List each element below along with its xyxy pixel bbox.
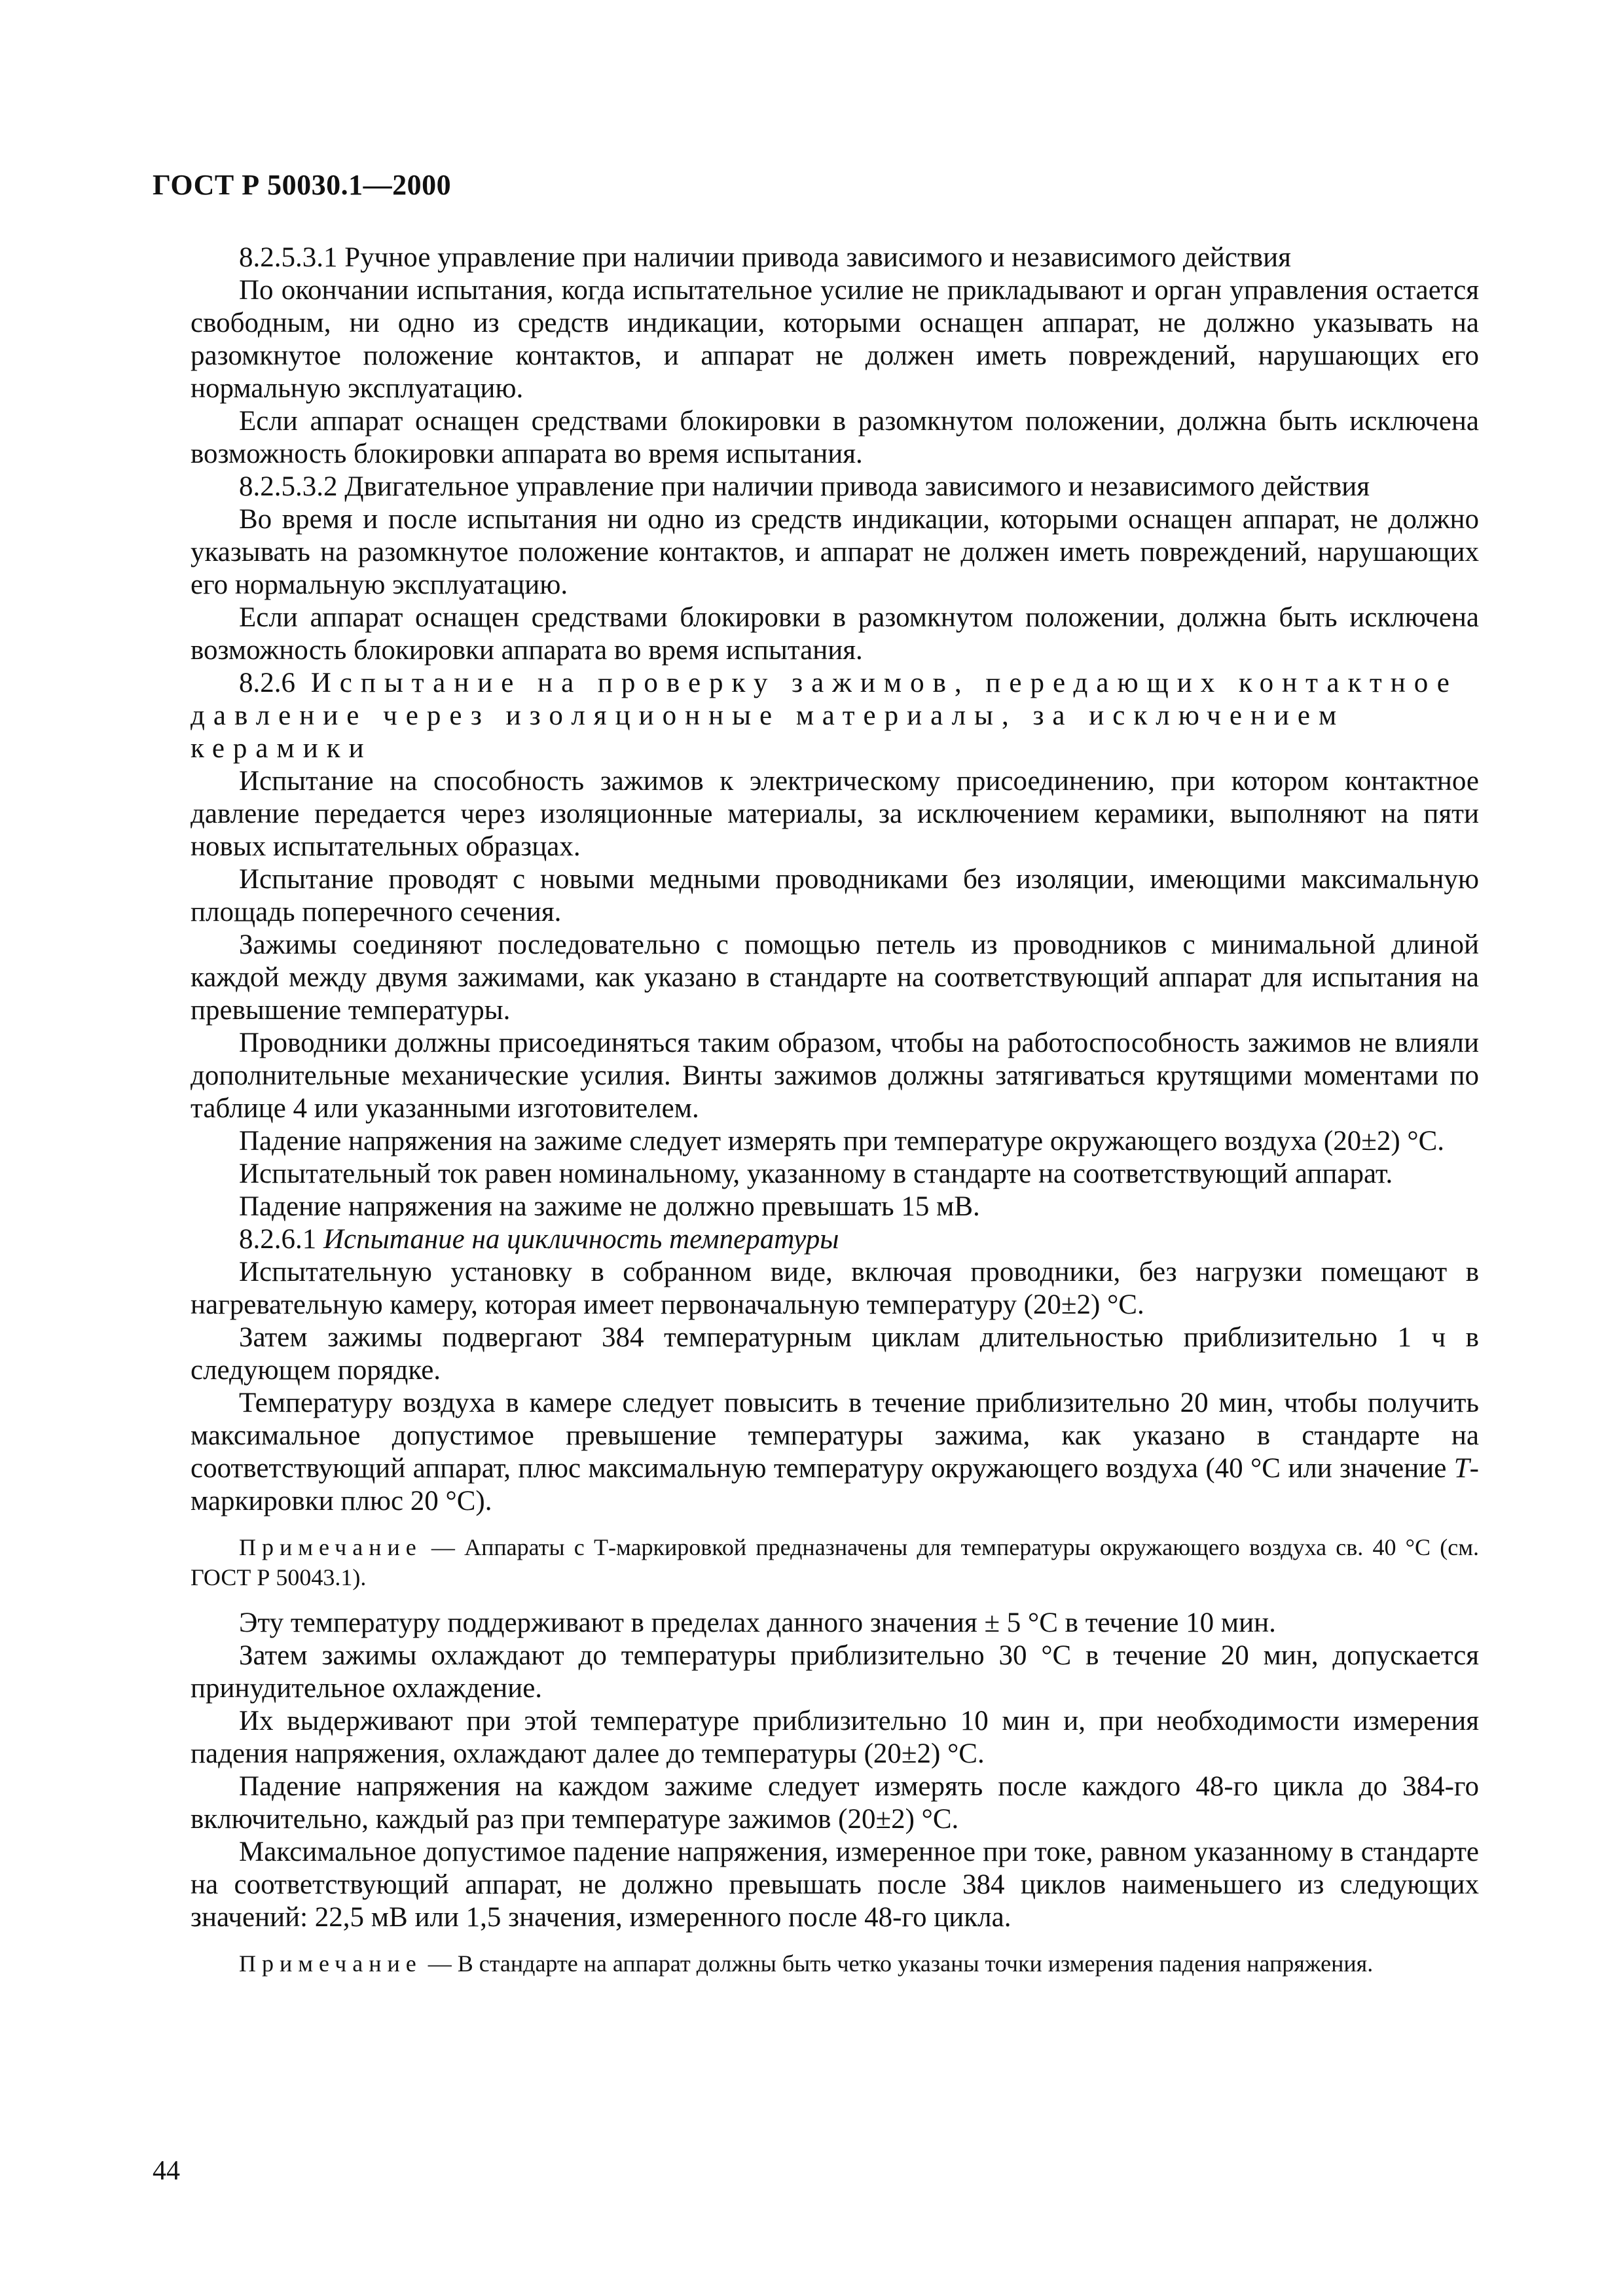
paragraph: Если аппарат оснащен средствами блокировки в разомкнутом положении, должна быть исключена возможность блокировки аппарата во время испытания. — [191, 602, 1479, 666]
document-body — [191, 242, 1479, 1993]
paragraph-8-2-5-3-1-heading: 8.2.5.3.1 Ручное управление при наличии привода зависимого и независимого действия — [239, 242, 1291, 273]
paragraph: Эту температуру поддерживают в пределах данного значения ± 5 °С в течение 10 мин. — [239, 1607, 1276, 1638]
note-label: Примечание — [239, 1950, 422, 1977]
paragraph: Испытание на способность зажимов к электрическому присоединению, при котором контактное давление передается через изоляционные материалы, за исключением керамики, выполняют на пяти новых испытательных образцах. — [191, 766, 1479, 862]
paragraph — [191, 1387, 1479, 1518]
text-run: Температуру воздуха в камере следует повысить в течение приблизительно 20 мин, чтобы получить максимальное допустимое превышение температуры зажима, как указано в стандарте на соответствующий аппарат, плюс максимальную температуру окружающего воздуха (40 °С или значение — [191, 1388, 1479, 1484]
section-8-2-6-heading — [191, 667, 1479, 765]
text-run: -маркировки плюс 20 °С). — [191, 1453, 1479, 1516]
paragraph: Испытание проводят с новыми медными проводниками без изоляции, имеющими максимальную площадь поперечного сечения. — [191, 864, 1479, 927]
italic-symbol: Т — [1453, 1453, 1470, 1484]
paragraph: Если аппарат оснащен средствами блокировки в разомкнутом положении, должна быть исключена возможность блокировки аппарата во время испытания. — [191, 406, 1479, 469]
paragraph: Их выдерживают при этой температуре приблизительно 10 мин и, при необходимости измерения падения напряжения, охлаждают далее до температуры (20±2) °С. — [191, 1706, 1479, 1769]
paragraph: Затем зажимы подвергают 384 температурным циклам длительностью приблизительно 1 ч в следующем порядке. — [191, 1322, 1479, 1386]
paragraph: Падение напряжения на зажиме не должно превышать 15 мВ. — [239, 1191, 980, 1222]
paragraph: Проводники должны присоединяться таким образом, чтобы на работоспособность зажимов не влияли дополнительные механические усилия. Винты зажимов должны затягиваться крутящими моментами по таблице 4 или указанными изготовителем. — [191, 1028, 1479, 1124]
paragraph-8-2-5-3-2-heading: 8.2.5.3.2 Двигательное управление при наличии привода зависимого и независимого действия — [239, 471, 1370, 502]
paragraph: Затем зажимы охлаждают до температуры приблизительно 30 °С в течение 20 мин, допускается принудительное охлаждение. — [191, 1640, 1479, 1704]
note-paragraph — [191, 1532, 1479, 1592]
paragraph: Максимальное допустимое падение напряжения, измеренное при токе, равном указанному в стандарте на соответствующий аппарат, не должно превышать после 384 циклов наименьшего из следующих значений: 22,5 мВ или 1,5 значения, измеренного после 48-го цикла. — [191, 1837, 1479, 1933]
document-header-code: ГОСТ Р 50030.1—2000 — [153, 169, 452, 201]
paragraph: Падение напряжения на зажиме следует измерять при температуре окружающего воздуха (20±2) °С. — [239, 1126, 1445, 1157]
section-number: 8.2.6.1 — [239, 1224, 317, 1255]
paragraph: По окончании испытания, когда испытательное усилие не прикладывают и орган управления остается свободным, ни одно из средств индикации, которыми оснащен аппарат, не должно указывать на разомкнутое положение контактов, и аппарат не должен иметь повреждений, нарушающих его нормальную эксплуатацию. — [191, 275, 1479, 404]
note-text: — В стандарте на аппарат должны быть четко указаны точки измерения падения напряжения. — [422, 1950, 1374, 1977]
paragraph: Падение напряжения на каждом зажиме следует измерять после каждого 48-го цикла до 384-го включительно, каждый раз при температуре зажимов (20±2) °С. — [191, 1771, 1479, 1835]
paragraph: Зажимы соединяют последовательно с помощью петель из проводников с минимальной длиной каждой между двумя зажимами, как указано в стандарте на соответствующий аппарат для испытания на превышение температуры. — [191, 929, 1479, 1026]
note-paragraph — [191, 1948, 1479, 1979]
paragraph: Испытательную установку в собранном виде, включая проводники, без нагрузки помещают в нагревательную камеру, которая имеет первоначальную температуру (20±2) °С. — [191, 1257, 1479, 1320]
page-number: 44 — [153, 2156, 180, 2186]
paragraph: Испытательный ток равен номинальному, указанному в стандарте на соответствующий аппарат. — [239, 1158, 1393, 1189]
note-label: Примечание — [239, 1534, 422, 1560]
section-number: 8.2.6 — [239, 668, 295, 698]
section-title: Испытание на проверку зажимов, передающих контактное давление через изоляционные материалы, за исключением керамики — [191, 668, 1458, 764]
note-text: — Аппараты с Т-маркировкой предназначены для температуры окружающего воздуха св. 40 °С (см. ГОСТ Р 50043.1). — [191, 1534, 1479, 1590]
section-title: Испытание на цикличность температуры — [323, 1224, 839, 1255]
paragraph: Во время и после испытания ни одно из средств индикации, которыми оснащен аппарат, не должно указывать на разомкнутое положение контактов, и аппарат не должен иметь повреждений, нарушающих его нормальную эксплуатацию. — [191, 504, 1479, 600]
section-8-2-6-1-heading — [191, 1223, 1479, 1256]
